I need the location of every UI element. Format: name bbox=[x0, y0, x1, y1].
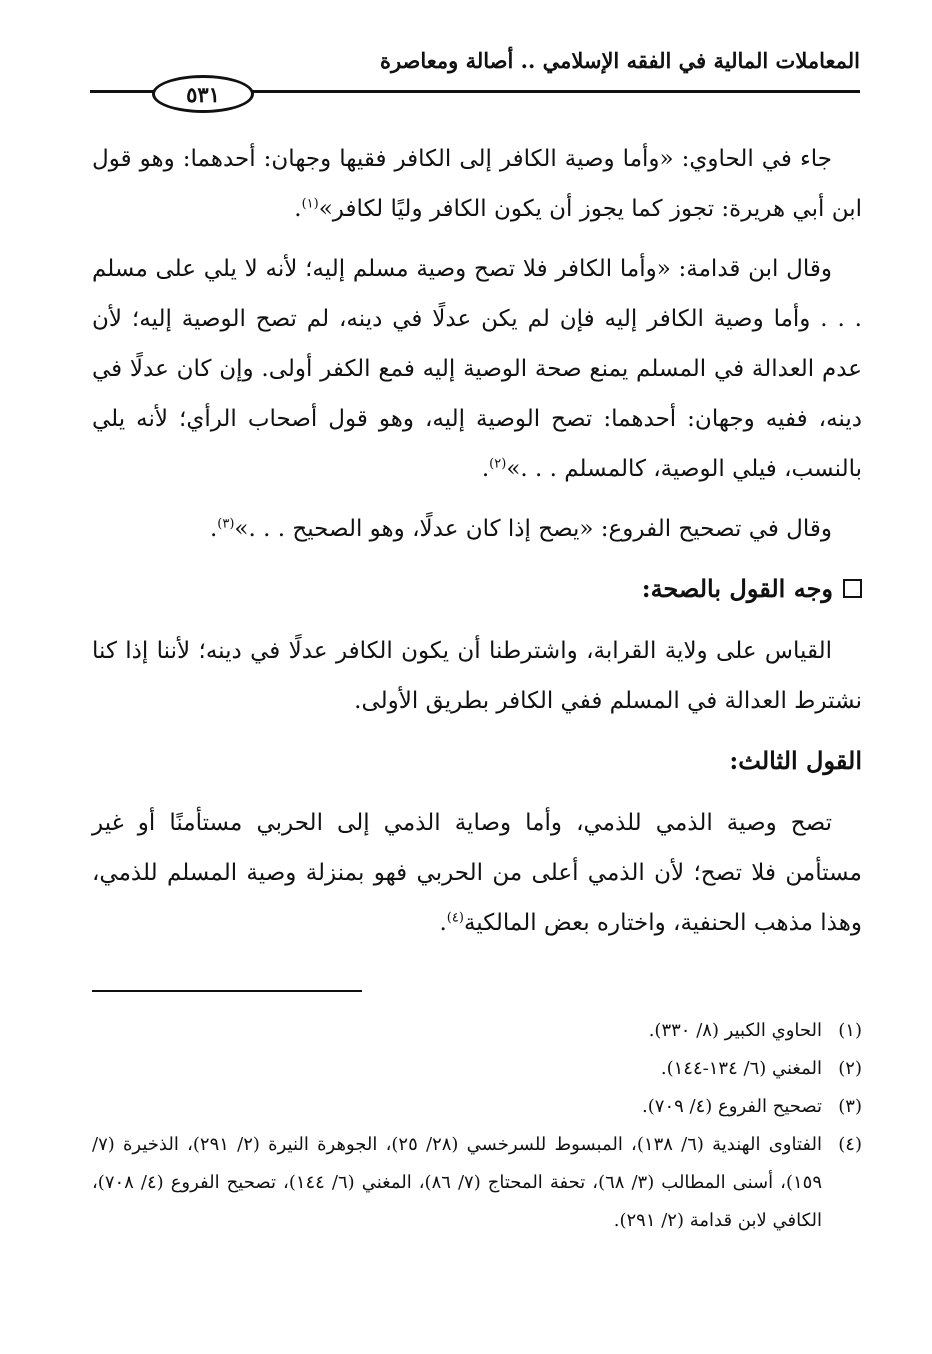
book-title: المعاملات المالية في الفقه الإسلامي .. أصالة ومعاصرة bbox=[379, 48, 860, 73]
heading-text: وجه القول بالصحة: bbox=[641, 574, 833, 603]
paragraph-tashih: وقال في تصحيح الفروع: «يصح إذا كان عدلًا، وهو الصحيح . . .»$^{(٣)}$. bbox=[209, 516, 832, 542]
running-header bbox=[90, 48, 860, 107]
paragraph-text: تصح وصية الذمي للذمي، وأما وصاية الذمي إلى الحربي مستأمنًا أو غير مستأمن فلا تصح؛ لأن الذمي أعلى من الحربي فهو بمنزلة وصية المسلم للذمي، وهذا مذهب الحنفية، واختاره بعض المالكية bbox=[92, 810, 862, 936]
footnote-ref: (٣) bbox=[217, 516, 235, 532]
footnote-number: (٤) bbox=[838, 1134, 862, 1155]
page-number: ٥٣١ bbox=[152, 75, 254, 113]
paragraph-dhimmi: تصح وصية الذمي للذمي، وأما وصاية الذمي إلى الحربي مستأمنًا أو غير مستأمن فلا تصح؛ لأن الذمي أعلى من الحربي فهو بمنزلة وصية المسلم للذمي، وهذا مذهب الحنفية، واختاره بعض المالكية$^{(٤)}$. bbox=[92, 810, 862, 936]
paragraph-text: وقال في تصحيح الفروع: «يصح إذا كان عدلًا، وهو الصحيح . . .» bbox=[234, 516, 832, 542]
footnote-separator bbox=[92, 990, 362, 992]
section-heading bbox=[92, 564, 862, 614]
footnote-ref: (١) bbox=[301, 196, 319, 212]
footnote-ref: (٢) bbox=[489, 456, 507, 472]
main-text bbox=[92, 134, 862, 958]
footnote-text: المغني (٦/ ١٣٤-١٤٤). bbox=[660, 1058, 822, 1079]
footnote-text: الفتاوى الهندية (٦/ ١٣٨)، المبسوط للسرخسي (٢٨/ ٢٥)، الجوهرة النيرة (٢/ ٢٩١)، الذخيرة (٧/ ١٥٩)، أسنى المطالب (٣/ ٦٨)، تحفة المحتاج (٧/ ٨٦)، المغني (٦/ ١٤٤)، تصحيح الفروع (٤/ ٧٠٨)، الكافي لابن قدامة (٢/ ٢٩١). bbox=[92, 1134, 823, 1231]
footnote-number: (١) bbox=[838, 1020, 862, 1041]
footnote-text: الحاوي الكبير (٨/ ٣٣٠). bbox=[648, 1020, 822, 1041]
footnote-number: (٢) bbox=[838, 1058, 862, 1079]
paragraph-text: جاء في الحاوي: «وأما وصية الكافر إلى الكافر فقيها وجهان: أحدهما: وهو قول ابن أبي هريرة: تجوز كما يجوز أن يكون الكافر وليًا لكافر» bbox=[92, 146, 862, 222]
heading-text: القول الثالث: bbox=[729, 746, 862, 775]
checkbox-square-icon bbox=[843, 579, 862, 598]
paragraph-qiyas bbox=[92, 626, 862, 726]
paragraph-text: القياس على ولاية القرابة، واشترطنا أن يكون الكافر عدلًا في دينه؛ لأننا إذا كنا نشترط العدالة في المسلم ففي الكافر بطريق الأولى. bbox=[92, 638, 862, 714]
section-heading bbox=[92, 736, 862, 786]
paragraph-text: وقال ابن قدامة: «وأما الكافر فلا تصح وصية مسلم إليه؛ لأنه لا يلي على مسلم . . . وأما وصية الكافر إليه فإن لم يكن عدلًا في دينه، لم تصح الوصية إليه؛ لأن عدم العدالة في المسلم يمنع صحة الوصية إليه فمع الكفر أولى. وإن كان عدلًا في دينه، ففيه وجهان: أحدهما: تصح الوصية إليه، وهو قول أصحاب الرأي؛ لأنه يلي بالنسب، فيلي الوصية، كالمسلم . . .» bbox=[92, 256, 862, 482]
footnote bbox=[92, 1012, 862, 1050]
paragraph-ibn-qudama: وقال ابن قدامة: «وأما الكافر فلا تصح وصية مسلم إليه؛ لأنه لا يلي على مسلم . . . وأما وصية الكافر إليه فإن لم يكن عدلًا في دينه، لم تصح الوصية إليه؛ لأن عدم العدالة في المسلم يمنع صحة الوصية إليه فمع الكفر أولى. وإن كان عدلًا في دينه، ففيه وجهان: أحدهما: تصح الوصية إليه، وهو قول أصحاب الرأي؛ لأنه يلي بالنسب، فيلي الوصية، كالمسلم . . .»$^{(٢)}$. bbox=[92, 256, 862, 482]
footnotes bbox=[92, 1012, 862, 1240]
footnote bbox=[92, 1050, 862, 1088]
footnote bbox=[92, 1088, 862, 1126]
footnote-number: (٣) bbox=[838, 1096, 862, 1117]
footnote-text: تصحيح الفروع (٤/ ٧٠٩). bbox=[642, 1096, 822, 1117]
footnote-ref: (٤) bbox=[446, 910, 464, 926]
paragraph-hawi: جاء في الحاوي: «وأما وصية الكافر إلى الكافر فقيها وجهان: أحدهما: وهو قول ابن أبي هريرة: تجوز كما يجوز أن يكون الكافر وليًا لكافر»$^{(١)}$. bbox=[92, 146, 862, 222]
footnote bbox=[92, 1126, 862, 1240]
